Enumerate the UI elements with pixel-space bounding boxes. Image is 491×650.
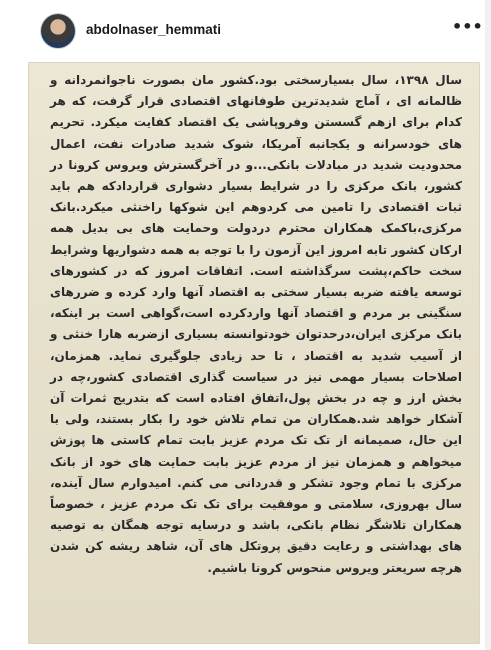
username-link[interactable]: abdolnaser_hemmati bbox=[86, 22, 222, 37]
post-image bbox=[28, 62, 480, 644]
post-header bbox=[0, 0, 491, 62]
post-image-text: سال ۱۳۹۸، سال بسیارسختی بود.کشور مان بصورت ناجوانمردانه و ظالمانه ای ، آماج شدیدترین طوفانهای اقتصادی قرار گرفت، که هر کدام برای ازهم گسستن وفروپاشی یک اقتصاد کفایت میکرد. تحریم های خودسرانه و یکجانبه آمریکا، شوک شدید صادرات نفت، اعمال محدودیت شدید در مبادلات بانکی...و در آخرگسترش ویروس کرونا در کشور، بانک مرکزی را در شرایط بسیار دشواری قراردادکه هم باید ثبات اقتصادی را تامین می کردوهم این شوکها راخنثی میکرد.بانک مرکزی،باکمک همکاران محترم دردولت وحمایت های بی بدیل همه ارکان کشور تابه امروز این آزمون را با توجه به همه دشواریها وشرایط سخت حاکم،پشت سرگذاشته است. اتفاقات امروز که در کشورهای توسعه یافته ضربه بسیار سختی به اقتصاد آنها وارد کرده و ضررهای سنگینی بر مردم و اقتصاد آنها واردکرده است،گواهی است بر اینکه، بانک مرکزی ایران،درحدتوان خودتوانسته بسیاری ازضربه هارا خنثی و از آسیب شدید به اقتصاد ، تا حد زیادی جلوگیری نماید. همزمان، اصلاحات بسیار مهمی نیز در سیاست گذاری اقتصادی کشور،چه در بخش ارز و چه در بخش پول،اتفاق افتاده است که بتدریج ثمرات آن آشکار خواهد شد.همکاران من تمام تلاش خود را بکار بستند، ولی با این حال، صمیمانه از تک تک مردم عزیز بابت تمام کاستی ها پوزش میخواهم و همزمان نیز از مردم عزیز بابت حمایت های خود از بانک مرکزی با تمام وجود تشکر و قدردانی می کنم. امیدوارم سال آینده، سال بهروزی، سلامتی و موفقیت برای تک تک مردم عزیز ، خصوصاً همکاران تلاشگر نظام بانکی، باشد و درسایه توجه همگان به توصیه های بهداشتی و رعایت دقیق پروتکل های آن، شاهد ریشه کن شدن هرچه سریعتر ویروس منحوس کرونا باشیم. bbox=[50, 73, 462, 575]
more-options-icon[interactable]: ••• bbox=[452, 17, 483, 36]
scrollbar-track[interactable] bbox=[485, 0, 491, 650]
profile-avatar[interactable] bbox=[41, 14, 75, 48]
